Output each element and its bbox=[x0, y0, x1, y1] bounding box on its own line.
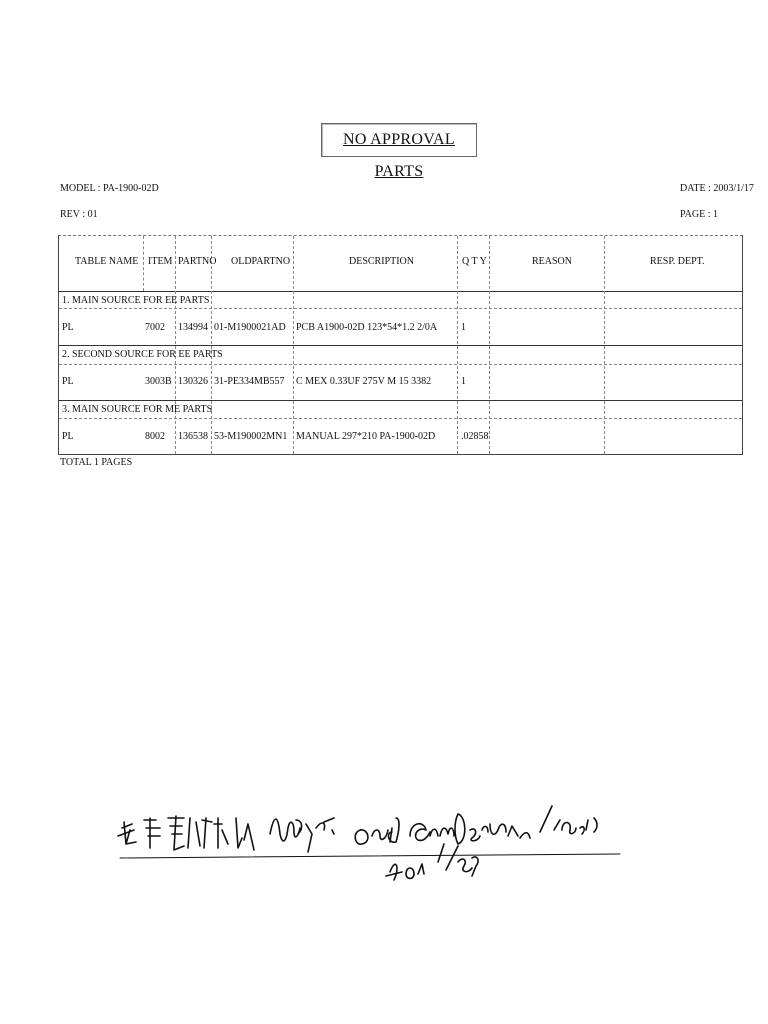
row-rule bbox=[59, 418, 742, 419]
col-rule bbox=[175, 236, 176, 454]
cell-item: 3003B bbox=[145, 376, 172, 387]
signature-image bbox=[110, 800, 630, 910]
cell-item: 7002 bbox=[145, 322, 165, 333]
col-rule bbox=[211, 236, 212, 454]
cell-partno: 130326 bbox=[178, 376, 208, 387]
col-header-table-name: TABLE NAME bbox=[75, 256, 139, 267]
cell-partno: 134994 bbox=[178, 322, 208, 333]
row-rule bbox=[59, 308, 742, 309]
rev-label: REV : 01 bbox=[60, 209, 98, 220]
col-rule bbox=[604, 236, 605, 454]
cell-qty: .02858 bbox=[461, 431, 489, 442]
col-header-reason: REASON bbox=[532, 256, 573, 267]
row-rule bbox=[59, 345, 742, 346]
cell-description: C MEX 0.33UF 275V M 15 3382 bbox=[296, 376, 432, 387]
page-label: PAGE : 1 bbox=[680, 209, 718, 220]
cell-description: PCB A1900-02D 123*54*1.2 2/0A bbox=[296, 322, 438, 333]
row-rule bbox=[59, 364, 742, 365]
col-header-item: ITEM bbox=[148, 256, 173, 267]
col-rule bbox=[143, 236, 144, 291]
col-rule bbox=[293, 236, 294, 454]
cell-qty: 1 bbox=[461, 376, 466, 387]
col-rule bbox=[489, 236, 490, 454]
row-rule bbox=[59, 400, 742, 401]
header-rule bbox=[59, 291, 742, 292]
cell-oldpartno: 01-M1900021AD bbox=[214, 322, 286, 333]
col-header-oldpartno: OLDPARTNO bbox=[231, 256, 291, 267]
cell-partno: 136538 bbox=[178, 431, 208, 442]
cell-description: MANUAL 297*210 PA-1900-02D bbox=[296, 431, 436, 442]
cell-oldpartno: 53-M190002MN1 bbox=[214, 431, 288, 442]
col-header-qty: Q T Y bbox=[462, 256, 487, 267]
cell-oldpartno: 31-PE334MB557 bbox=[214, 376, 285, 387]
cell-table-name: PL bbox=[62, 376, 74, 387]
page-title: NO APPROVAL PARTS bbox=[321, 123, 477, 157]
total-pages: TOTAL 1 PAGES bbox=[60, 457, 133, 468]
cell-qty: 1 bbox=[461, 322, 466, 333]
section-label: 1. MAIN SOURCE FOR EE PARTS bbox=[62, 295, 210, 306]
section-label: 3. MAIN SOURCE FOR ME PARTS bbox=[62, 404, 213, 415]
date-label: DATE : 2003/1/17 bbox=[680, 183, 754, 194]
model-label: MODEL : PA-1900-02D bbox=[60, 183, 159, 194]
cell-item: 8002 bbox=[145, 431, 165, 442]
cell-table-name: PL bbox=[62, 322, 74, 333]
parts-table bbox=[58, 235, 743, 455]
section-label: 2. SECOND SOURCE FOR EE PARTS bbox=[62, 349, 223, 360]
col-header-description: DESCRIPTION bbox=[349, 256, 415, 267]
cell-table-name: PL bbox=[62, 431, 74, 442]
col-header-partno: PARTNO bbox=[178, 256, 217, 267]
col-header-resp-dept: RESP. DEPT. bbox=[650, 256, 705, 267]
col-rule bbox=[457, 236, 458, 454]
